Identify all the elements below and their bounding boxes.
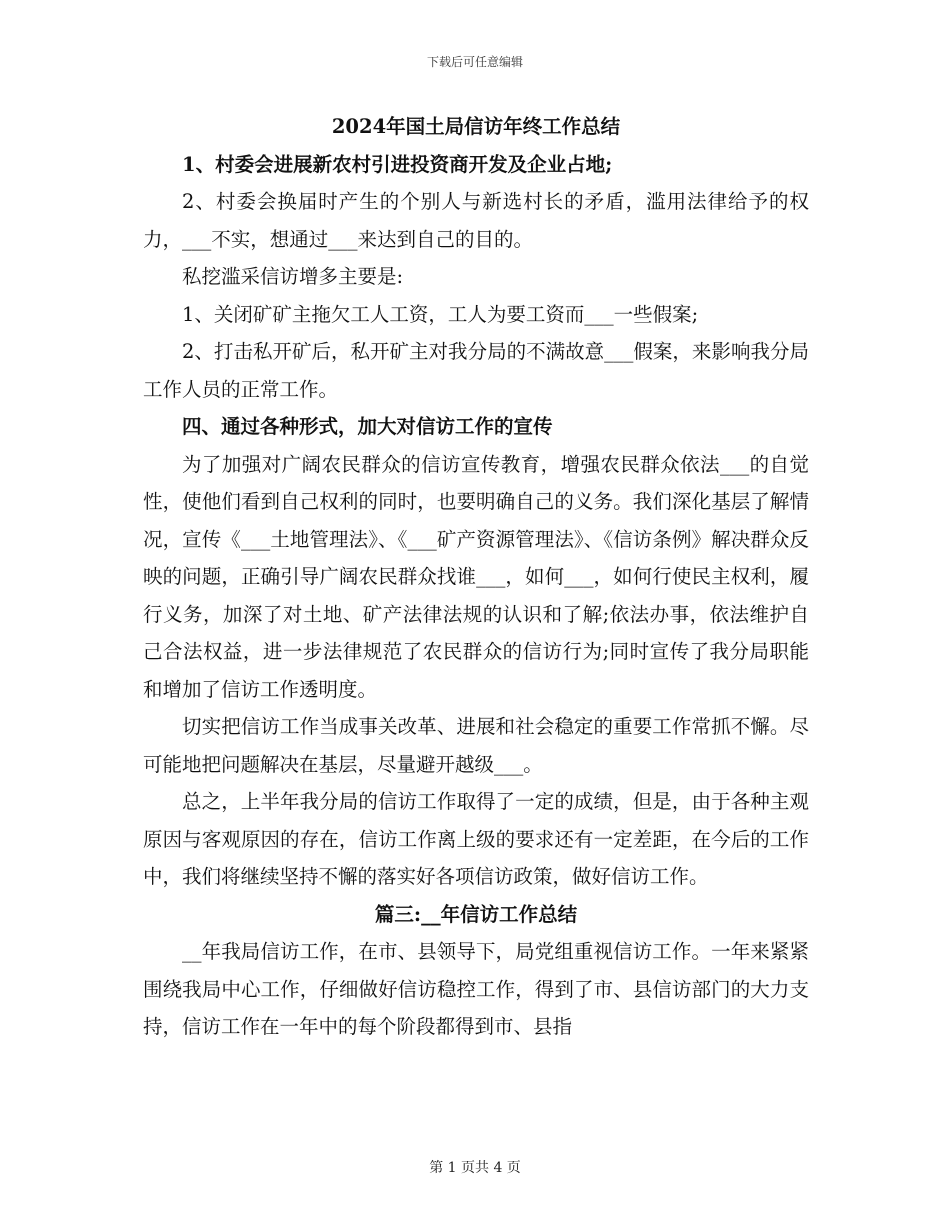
section-heading: 篇三:__年信访工作总结	[374, 902, 578, 926]
paragraph: 2、村委会换届时产生的个别人与新选村长的矛盾，滥用法律给予的权力，___不实，想通过___来达到自己的目的。	[143, 190, 809, 251]
paragraph: __年我局信访工作，在市、县领导下，局党组重视信访工作。一年来紧紧围绕我局中心工作，仔细做好信访稳控工作，得到了市、县信访部门的大力支持，信访工作在一年中的每个阶段都得到市、县指	[143, 940, 809, 1038]
paragraph: 1、关闭矿矿主拖欠工人工资，工人为要工资而___一些假案;	[182, 302, 699, 326]
paragraph: 为了加强对广阔农民群众的信访宣传教育，增强农民群众依法___的自觉性，使他们看到自己权利的同时，也要明确自己的义务。我们深化基层了解情况，宣传《___土地管理法》、《___矿产资源管理法》、《信访条例》解决群众反映的问题，正确引导广阔农民群众找谁___，如何___，如何行使民主权利，履行义务，加深了对土地、矿产法律法规的认识和了解;依法办事，依法维护自己合法权益，进一步法律规范了农民群众的信访行为;同时宣传了我分局职能和增加了信访工作透明度。	[143, 452, 809, 701]
document-body	[143, 108, 809, 1046]
paragraph: 切实把信访工作当成事关改革、进展和社会稳定的重要工作常抓不懈。尽可能地把问题解决在基层，尽量避开越级___。	[143, 715, 809, 776]
document-title: 2024年国土局信访年终工作总结	[331, 115, 621, 138]
page-footer: 第 1 页共 4 页	[429, 1160, 521, 1176]
paragraph: 2、打击私开矿后，私开矿主对我分局的不满故意___假案，来影响我分局工作人员的正常工作。	[143, 340, 809, 401]
paragraph: 总之，上半年我分局的信访工作取得了一定的成绩，但是，由于各种主观原因与客观原因的存在，信访工作离上级的要求还有一定差距，在今后的工作中，我们将继续坚持不懈的落实好各项信访政策，做好信访工作。	[143, 790, 809, 888]
paragraph: 私挖滥采信访增多主要是:	[182, 265, 404, 288]
section-heading: 四、通过各种形式，加大对信访工作的宣传	[182, 415, 553, 438]
paragraph: 1、村委会进展新农村引进投资商开发及企业占地;	[182, 152, 613, 176]
header-note: 下载后可任意编辑	[426, 55, 523, 69]
